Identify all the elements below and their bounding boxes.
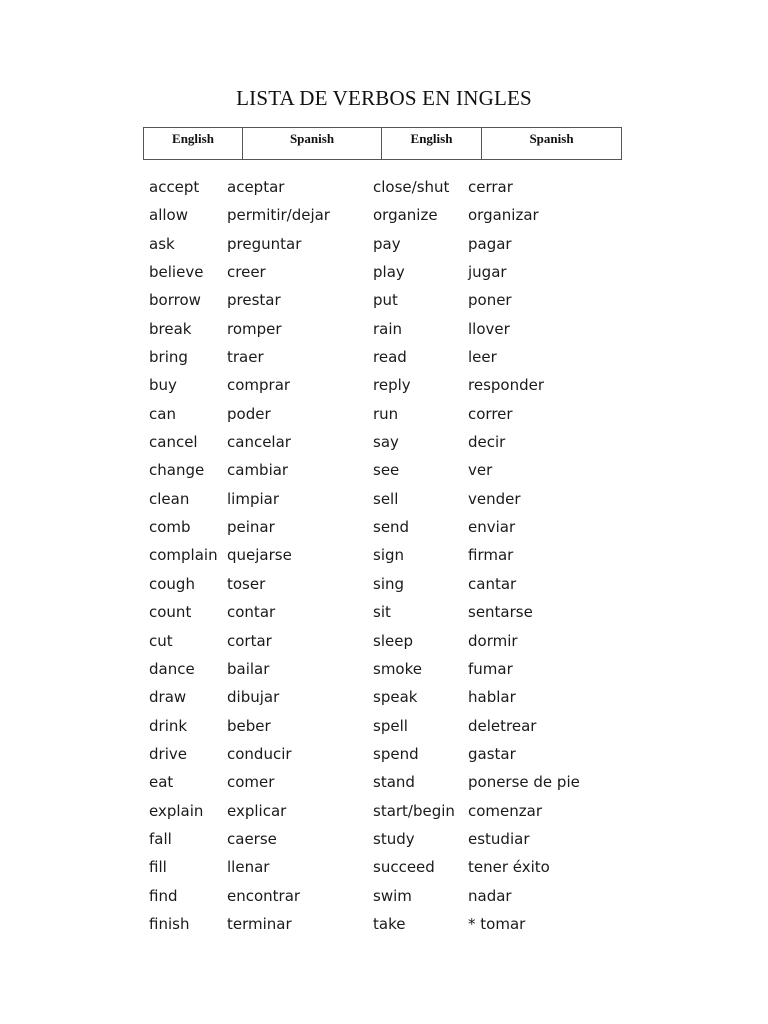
english-verb: allow (149, 206, 188, 225)
english-verb: take (373, 914, 406, 933)
english-verb: organize (373, 206, 438, 225)
spanish-verb: conducir (227, 744, 292, 763)
spanish-verb: enviar (468, 518, 516, 537)
spanish-verb: explicar (227, 801, 287, 820)
spanish-verb: comprar (227, 376, 291, 395)
english-verb: run (373, 404, 399, 423)
verb-row (0, 176, 768, 204)
spanish-verb: permitir/dejar (227, 206, 330, 225)
column-header-table (143, 127, 622, 160)
english-verb: reply (373, 376, 411, 395)
english-verb: succeed (373, 858, 435, 877)
english-verb: start/begin (373, 801, 455, 820)
english-verb: explain (149, 801, 204, 820)
spanish-verb: tener éxito (468, 858, 550, 877)
header-spanish-1: Spanish (242, 128, 381, 159)
english-verb: read (373, 348, 407, 367)
verb-row (0, 800, 768, 828)
english-verb: see (373, 461, 400, 480)
english-verb: cut (149, 631, 173, 650)
english-verb: pay (373, 234, 401, 253)
english-verb: cancel (149, 433, 198, 452)
english-verb: fall (149, 829, 172, 848)
verb-list (0, 176, 768, 941)
spanish-verb: responder (468, 376, 545, 395)
header-spanish-2: Spanish (481, 128, 621, 159)
spanish-verb: beber (227, 716, 271, 735)
spanish-verb: cantar (468, 574, 517, 593)
spanish-verb: pagar (468, 234, 512, 253)
english-verb: accept (149, 178, 200, 196)
spanish-verb: comer (227, 773, 275, 792)
spanish-verb: * tomar (468, 914, 526, 933)
english-verb: ask (149, 234, 175, 253)
spanish-verb: vender (468, 489, 521, 508)
verb-row (0, 488, 768, 516)
spanish-verb: fumar (468, 659, 513, 678)
spanish-verb: terminar (227, 914, 292, 933)
spanish-verb: firmar (468, 546, 514, 565)
verb-row (0, 601, 768, 629)
spanish-verb: cerrar (468, 178, 513, 196)
verb-row (0, 856, 768, 884)
english-verb: cough (149, 574, 195, 593)
spanish-verb: gastar (468, 744, 516, 763)
english-verb: sell (373, 489, 399, 508)
spanish-verb: preguntar (227, 234, 302, 253)
verb-row (0, 828, 768, 856)
english-verb: send (373, 518, 410, 537)
english-verb: count (149, 603, 192, 622)
english-verb: sleep (373, 631, 413, 650)
spanish-verb: llover (468, 319, 510, 338)
spanish-verb: hablar (468, 688, 516, 707)
english-verb: finish (149, 914, 190, 933)
english-verb: say (373, 433, 399, 452)
spanish-verb: poder (227, 404, 271, 423)
spanish-verb: contar (227, 603, 276, 622)
english-verb: swim (373, 886, 412, 905)
spanish-verb: bailar (227, 659, 270, 678)
english-verb: bring (149, 348, 188, 367)
spanish-verb: toser (227, 574, 266, 593)
verb-row (0, 204, 768, 232)
spanish-verb: creer (227, 263, 266, 282)
verb-row (0, 913, 768, 941)
verb-row (0, 658, 768, 686)
spanish-verb: limpiar (227, 489, 279, 508)
spanish-verb: sentarse (468, 603, 533, 622)
spanish-verb: jugar (468, 263, 507, 282)
verb-row (0, 233, 768, 261)
verb-row (0, 318, 768, 346)
spanish-verb: organizar (468, 206, 539, 225)
verb-row (0, 573, 768, 601)
verb-row (0, 885, 768, 913)
spanish-verb: dormir (468, 631, 518, 650)
verb-row (0, 630, 768, 658)
english-verb: comb (149, 518, 191, 537)
english-verb: eat (149, 773, 174, 792)
verb-row (0, 771, 768, 799)
spanish-verb: romper (227, 319, 282, 338)
spanish-verb: nadar (468, 886, 512, 905)
english-verb: spell (373, 716, 408, 735)
header-english-1: English (172, 131, 214, 146)
spanish-verb: cambiar (227, 461, 289, 480)
verb-row (0, 403, 768, 431)
spanish-verb: decir (468, 433, 506, 452)
english-verb: sing (373, 574, 405, 593)
verb-row (0, 516, 768, 544)
english-verb: smoke (373, 659, 422, 678)
spanish-verb: prestar (227, 291, 281, 310)
english-verb: draw (149, 688, 187, 707)
english-verb: drink (149, 716, 188, 735)
spanish-verb: peinar (227, 518, 275, 537)
english-verb: break (149, 319, 192, 338)
english-verb: rain (373, 319, 403, 338)
verb-row (0, 544, 768, 572)
english-verb: play (373, 263, 405, 282)
spanish-verb: poner (468, 291, 512, 310)
spanish-verb: cancelar (227, 433, 291, 452)
verb-row (0, 431, 768, 459)
english-verb: buy (149, 376, 177, 395)
english-verb: clean (149, 489, 190, 508)
spanish-verb: ponerse de pie (468, 773, 580, 792)
verb-row (0, 743, 768, 771)
spanish-verb: caerse (227, 829, 277, 848)
english-verb: complain (149, 546, 218, 565)
english-verb: sign (373, 546, 405, 565)
english-verb: change (149, 461, 205, 480)
spanish-verb: leer (468, 348, 497, 367)
english-verb: believe (149, 263, 204, 282)
english-verb: dance (149, 659, 195, 678)
verb-row (0, 346, 768, 374)
english-verb: sit (373, 603, 391, 622)
english-verb: can (149, 404, 176, 423)
english-verb: put (373, 291, 398, 310)
verb-row (0, 459, 768, 487)
english-verb: speak (373, 688, 418, 707)
verb-row (0, 261, 768, 289)
spanish-verb: quejarse (227, 546, 292, 565)
spanish-verb: deletrear (468, 716, 537, 735)
page-title: LISTA DE VERBOS EN INGLES (236, 86, 532, 110)
spanish-verb: aceptar (227, 178, 285, 196)
english-verb: stand (373, 773, 415, 792)
english-verb: spend (373, 744, 419, 763)
verb-row (0, 715, 768, 743)
verb-row (0, 686, 768, 714)
spanish-verb: correr (468, 404, 513, 423)
spanish-verb: ver (468, 461, 493, 480)
spanish-verb: llenar (227, 858, 270, 877)
spanish-verb: dibujar (227, 688, 280, 707)
english-verb: study (373, 829, 415, 848)
spanish-verb: comenzar (468, 801, 543, 820)
spanish-verb: encontrar (227, 886, 301, 905)
spanish-verb: cortar (227, 631, 272, 650)
spanish-verb: traer (227, 348, 264, 367)
english-verb: find (149, 886, 178, 905)
english-verb: drive (149, 744, 187, 763)
verb-row (0, 289, 768, 317)
verb-row (0, 374, 768, 402)
english-verb: fill (149, 858, 167, 877)
spanish-verb: estudiar (468, 829, 530, 848)
header-english-2: English (381, 128, 481, 159)
english-verb: borrow (149, 291, 201, 310)
english-verb: close/shut (373, 178, 450, 196)
